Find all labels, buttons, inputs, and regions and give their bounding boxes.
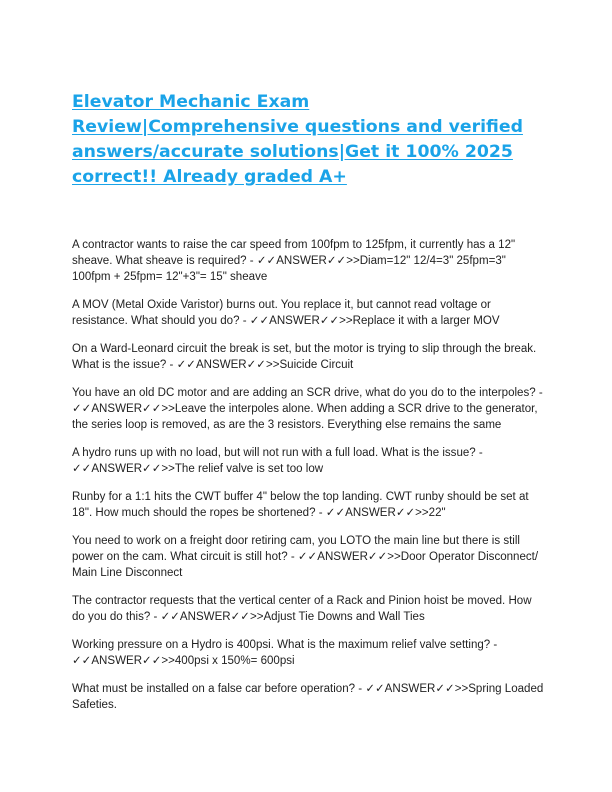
qa-item: On a Ward-Leonard circuit the break is set, but the motor is trying to slip through the break. What is the issue? - ✓✓ANSWER✓✓>>Suicide Circuit bbox=[72, 343, 537, 371]
qa-item: A hydro runs up with no load, but will not run with a full load. What is the issue? - ✓✓ANSWER✓✓>>The relief valve is set too low bbox=[72, 447, 483, 475]
qa-item: You have an old DC motor and are adding an SCR drive, what do you do to the interpoles? - ✓✓ANSWER✓✓>>Leave the interpoles alone. When adding a SCR drive to the generator, the series loop is removed, as are the 3 resistors. Everything else remains the same bbox=[72, 387, 543, 431]
qa-item: The contractor requests that the vertical center of a Rack and Pinion hoist be moved. How do you do this? - ✓✓ANSWER✓✓>>Adjust Tie Downs and Wall Ties bbox=[72, 595, 532, 623]
document-title: Elevator Mechanic Exam Review|Comprehensive questions and verified answers/accurate solutions|Get it 100% 2025 correct!! Already graded A+ bbox=[72, 92, 523, 187]
qa-item: You need to work on a freight door retiring cam, you LOTO the main line but there is still power on the cam. What circuit is still hot? - ✓✓ANSWER✓✓>>Door Operator Disconnect/ Main Line Disconnect bbox=[72, 535, 539, 579]
qa-list bbox=[72, 237, 546, 725]
qa-item: Working pressure on a Hydro is 400psi. What is the maximum relief valve setting? - ✓✓ANSWER✓✓>>400psi x 150%= 600psi bbox=[72, 639, 498, 667]
qa-item: A MOV (Metal Oxide Varistor) burns out. You replace it, but cannot read voltage or resistance. What should you do? - ✓✓ANSWER✓✓>>Replace it with a larger MOV bbox=[72, 299, 500, 327]
qa-item: A contractor wants to raise the car speed from 100fpm to 125fpm, it currently has a 12" sheave. What sheave is required? - ✓✓ANSWER✓✓>>Diam=12" 12/4=3" 25fpm=3" 100fpm + 25fpm= 12"+3"= 15" sheave bbox=[72, 239, 516, 283]
qa-item: What must be installed on a false car before operation? - ✓✓ANSWER✓✓>>Spring Loaded Safeties. bbox=[72, 683, 544, 711]
qa-item: Runby for a 1:1 hits the CWT buffer 4" below the top landing. CWT runby should be set at 18". How much should the ropes be shortened? - ✓✓ANSWER✓✓>>22" bbox=[72, 491, 529, 519]
